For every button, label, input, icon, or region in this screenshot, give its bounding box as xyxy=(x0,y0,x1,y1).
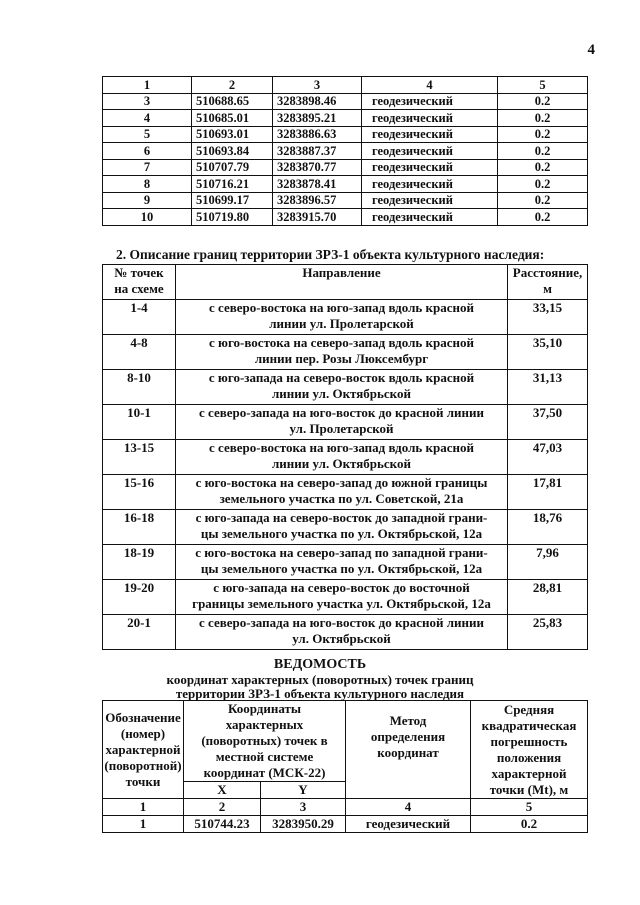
header-cell: 3 xyxy=(273,77,362,94)
points-cell: 4-8 xyxy=(103,335,176,370)
method: геодезический xyxy=(346,816,471,833)
points-cell: 16-18 xyxy=(103,510,176,545)
y-coordinate: 3283898.46 xyxy=(273,93,362,110)
vedomost-title: ВЕДОМОСТЬ xyxy=(273,657,367,672)
distance-header: Расстояние, м xyxy=(508,265,588,300)
y-header: Y xyxy=(261,782,346,799)
point-number: 9 xyxy=(103,192,192,209)
page-number: 4 xyxy=(587,42,595,58)
error-value: 0.2 xyxy=(498,159,588,176)
table-row xyxy=(103,475,588,510)
x-coordinate: 510699.17 xyxy=(192,192,273,209)
points-cell: 10-1 xyxy=(103,405,176,440)
error-value: 0.2 xyxy=(498,110,588,127)
y-coordinate: 3283895.21 xyxy=(273,110,362,127)
y-coordinate: 3283915.70 xyxy=(273,209,362,226)
direction-cell: с юго-запада на северо-восток до западной грани- цы земельного участка по ул. Октябрьской, 12а xyxy=(176,510,508,545)
error-value: 0.2 xyxy=(471,816,588,833)
vedomost-subtitle-line1: координат характерных (поворотных) точек границ xyxy=(166,672,474,687)
error-value: 0.2 xyxy=(498,126,588,143)
coordinates-table-continued xyxy=(102,76,588,226)
boundary-description-table xyxy=(102,264,588,650)
points-cell: 1-4 xyxy=(103,300,176,335)
y-coordinate: 3283887.37 xyxy=(273,143,362,160)
table-header-row xyxy=(103,701,588,782)
section-title: 2. Описание границ территории ЗРЗ-1 объекта культурного наследия: xyxy=(116,247,545,262)
table-row xyxy=(103,580,588,615)
error-value: 0.2 xyxy=(498,209,588,226)
distance-cell: 7,96 xyxy=(508,545,588,580)
table-row xyxy=(103,192,588,209)
points-cell: 13-15 xyxy=(103,440,176,475)
point-number: 8 xyxy=(103,176,192,193)
method: геодезический xyxy=(362,126,498,143)
point-number: 4 xyxy=(103,110,192,127)
table-row xyxy=(103,143,588,160)
direction-cell: с юго-запада на северо-восток вдоль красной линии ул. Октябрьской xyxy=(176,370,508,405)
column-number: 2 xyxy=(184,799,261,816)
x-coordinate: 510716.21 xyxy=(192,176,273,193)
table-row xyxy=(103,126,588,143)
column-number: 4 xyxy=(346,799,471,816)
distance-cell: 31,13 xyxy=(508,370,588,405)
point-designation-header: Обозначение (номер) характерной (поворотной) точки xyxy=(103,701,184,799)
direction-cell: с северо-востока на юго-запад вдоль красной линии ул. Октябрьской xyxy=(176,440,508,475)
table-header-row xyxy=(103,77,588,94)
table-row xyxy=(103,440,588,475)
method: геодезический xyxy=(362,192,498,209)
y-coordinate: 3283886.63 xyxy=(273,126,362,143)
y-coordinate: 3283878.41 xyxy=(273,176,362,193)
distance-cell: 17,81 xyxy=(508,475,588,510)
table-row xyxy=(103,510,588,545)
direction-header: Направление xyxy=(176,265,508,300)
x-coordinate: 510693.01 xyxy=(192,126,273,143)
header-cell: 5 xyxy=(498,77,588,94)
distance-cell: 33,15 xyxy=(508,300,588,335)
table-row xyxy=(103,209,588,226)
x-coordinate: 510693.84 xyxy=(192,143,273,160)
coordinates-header: Координаты характерных (поворотных) точек в местной системе координат (МСК-22) xyxy=(184,701,346,782)
direction-cell: с северо-запада на юго-восток до красной линии ул. Пролетарской xyxy=(176,405,508,440)
distance-cell: 37,50 xyxy=(508,405,588,440)
direction-cell: с юго-востока на северо-запад до южной границы земельного участка по ул. Советской, 21а xyxy=(176,475,508,510)
x-coordinate: 510719.80 xyxy=(192,209,273,226)
y-coordinate: 3283896.57 xyxy=(273,192,362,209)
error-value: 0.2 xyxy=(498,93,588,110)
x-coordinate: 510744.23 xyxy=(184,816,261,833)
point-number: 10 xyxy=(103,209,192,226)
column-number-row xyxy=(103,799,588,816)
x-header: X xyxy=(184,782,261,799)
method: геодезический xyxy=(362,110,498,127)
table-row xyxy=(103,159,588,176)
method: геодезический xyxy=(362,209,498,226)
header-cell: 2 xyxy=(192,77,273,94)
header-cell: 1 xyxy=(103,77,192,94)
method: геодезический xyxy=(362,143,498,160)
table-row xyxy=(103,176,588,193)
table-row xyxy=(103,370,588,405)
y-coordinate: 3283950.29 xyxy=(261,816,346,833)
y-coordinate: 3283870.77 xyxy=(273,159,362,176)
point-number: 7 xyxy=(103,159,192,176)
table-row xyxy=(103,615,588,650)
x-coordinate: 510688.65 xyxy=(192,93,273,110)
error-value: 0.2 xyxy=(498,176,588,193)
direction-cell: с юго-востока на северо-запад по западной грани- цы земельного участка по ул. Октябрьской, 12а xyxy=(176,545,508,580)
table-row xyxy=(103,300,588,335)
table-row xyxy=(103,816,588,833)
points-cell: 20-1 xyxy=(103,615,176,650)
table-row xyxy=(103,110,588,127)
distance-cell: 18,76 xyxy=(508,510,588,545)
points-header: № точек на схеме xyxy=(103,265,176,300)
point-number: 1 xyxy=(103,816,184,833)
point-number: 6 xyxy=(103,143,192,160)
direction-cell: с юго-востока на северо-запад вдоль красной линии пер. Розы Люксембург xyxy=(176,335,508,370)
vedomost-table xyxy=(102,700,588,833)
column-number: 5 xyxy=(471,799,588,816)
points-cell: 15-16 xyxy=(103,475,176,510)
table-row xyxy=(103,93,588,110)
table-row xyxy=(103,545,588,580)
column-number: 3 xyxy=(261,799,346,816)
error-value: 0.2 xyxy=(498,192,588,209)
method: геодезический xyxy=(362,159,498,176)
error-value: 0.2 xyxy=(498,143,588,160)
distance-cell: 28,81 xyxy=(508,580,588,615)
direction-cell: с юго-запада на северо-восток до восточной границы земельного участка ул. Октябрьской, 12а xyxy=(176,580,508,615)
distance-cell: 35,10 xyxy=(508,335,588,370)
x-coordinate: 510685.01 xyxy=(192,110,273,127)
table-row xyxy=(103,405,588,440)
table-row xyxy=(103,335,588,370)
error-header: Средняя квадратическая погрешность положения характерной точки (Mt), м xyxy=(471,701,588,799)
vedomost-subtitle-line2: территории ЗРЗ-1 объекта культурного наследия xyxy=(175,686,465,701)
direction-cell: с северо-запада на юго-восток до красной линии ул. Октябрьской xyxy=(176,615,508,650)
distance-cell: 47,03 xyxy=(508,440,588,475)
points-cell: 19-20 xyxy=(103,580,176,615)
point-number: 3 xyxy=(103,93,192,110)
points-cell: 8-10 xyxy=(103,370,176,405)
method-header: Метод определения координат xyxy=(346,701,471,799)
direction-cell: с северо-востока на юго-запад вдоль красной линии ул. Пролетарской xyxy=(176,300,508,335)
column-number: 1 xyxy=(103,799,184,816)
header-cell: 4 xyxy=(362,77,498,94)
distance-cell: 25,83 xyxy=(508,615,588,650)
method: геодезический xyxy=(362,93,498,110)
x-coordinate: 510707.79 xyxy=(192,159,273,176)
table-header-row xyxy=(103,265,588,300)
points-cell: 18-19 xyxy=(103,545,176,580)
point-number: 5 xyxy=(103,126,192,143)
method: геодезический xyxy=(362,176,498,193)
